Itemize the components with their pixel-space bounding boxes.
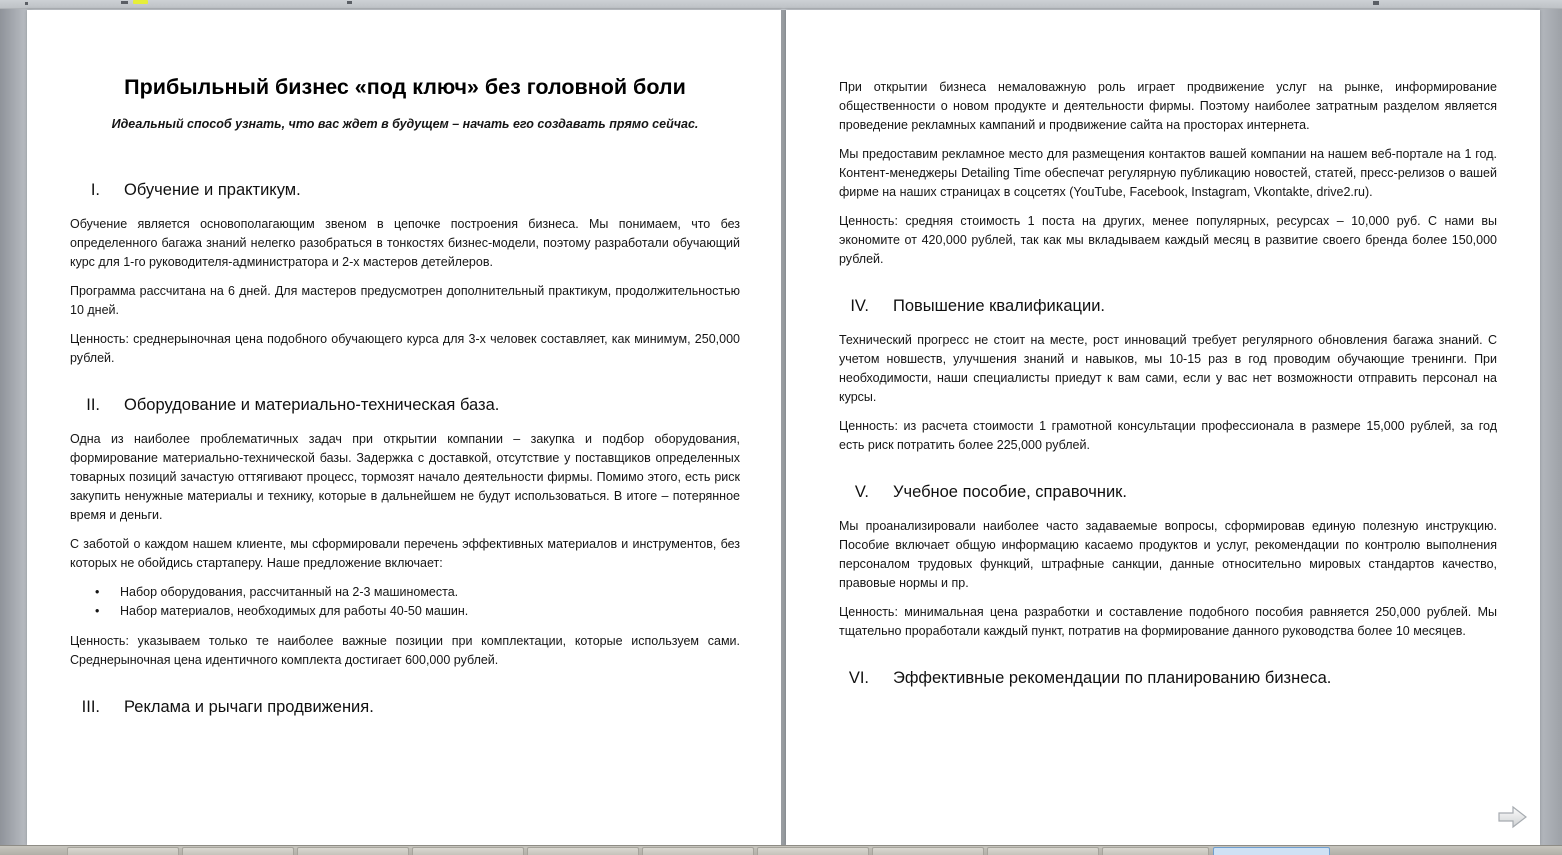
paragraph: Ценность: из расчета стоимости 1 грамотной консультации профессионала в размере 15,000 рублей, за год есть риск потратить более 225,000 рублей. [839,419,1497,452]
section-number: II. [86,396,100,414]
section-number: IV. [850,297,869,315]
next-page-arrow-button[interactable] [1498,805,1528,829]
paragraph: Технический прогресс не стоит на месте, рост инноваций требует регулярного обновления багажа знаний. С учетом новшеств, улучшения знаний и навыков, мы 10-15 раз в год проводим обучающие тренинги. При необходимости, наши специалисты приедут к вам сами, если у вас нет возможности отправить персонал на курсы. [839,333,1497,404]
taskbar-window-button[interactable] [757,847,869,855]
section-heading-v [839,481,1497,503]
paragraph: Ценность: средняя стоимость 1 поста на других, менее популярных, ресурсах – 10,000 руб. С нами вы экономите от 420,000 рублей, так как мы вкладываем каждый месяц в развитие своего бренда более 150,000 рублей. [839,214,1497,266]
toolbar-mark [347,1,352,4]
section-title: Обучение и практикум. [124,181,301,199]
section-heading-vi [839,667,1497,689]
paragraph: Мы предоставим рекламное место для размещения контактов вашей компании на нашем веб-портале на 1 год. Контент-менеджеры Detailing Time обеспечат регулярную публикацию новостей, статей, пресс-релизов о вашей фирме на наших страницах в соцсетях (YouTube, Facebook, Instagram, Vkontakte, drive2.ru). [839,147,1497,199]
section-title: Учебное пособие, справочник. [893,483,1127,501]
bullet-icon: • [95,585,100,599]
section-number: I. [90,181,100,199]
section-heading-iii [70,696,740,718]
bullet-list [70,583,740,621]
ribbon-bottom-edge [0,0,1562,9]
paragraph: Одна из наиболее проблематичных задач при открытии компании – закупка и подбор оборудования, формирование материально-технической базы. Задержка с доставкой, отсутствие у поставщиков определенных товарных позиций зачастую оттягивают процесс, тормозят начало деятельности фирмы. Помимо этого, есть риск закупить ненужные материалы и технику, которые в дальнейшем не будут использоваться. В итоге – потерянное время и деньги. [70,432,740,522]
section-number: III. [81,698,100,716]
highlight-color-swatch[interactable] [133,0,148,4]
bullet-item [70,583,740,602]
section-title: Эффективные рекомендации по планированию бизнеса. [893,669,1332,687]
bullet-item [70,602,740,621]
taskbar-window-button[interactable] [872,847,984,855]
section-heading-i [70,179,740,201]
toolbar-mark [1373,1,1379,5]
toolbar-mark [25,2,28,5]
section-title: Реклама и рычаги продвижения. [124,698,374,716]
paragraph: Обучение является основополагающим звеном в цепочке построения бизнеса. Мы понимаем, что без определенного багажа знаний нелегко разобраться в тонкостях бизнес-модели, поэтому разработали обучающий курс для 1-го руководителя-администратора и 2-х мастеров детейлеров. [70,217,740,269]
taskbar [0,845,1562,855]
paragraph: Программа рассчитана на 6 дней. Для мастеров предусмотрен дополнительный практикум, продолжительностью 10 дней. [70,284,740,317]
toolbar-mark [121,1,128,4]
document-page-left [27,10,781,845]
section-heading-iv [839,295,1497,317]
paragraph: При открытии бизнеса немаловажную роль играет продвижение услуг на рынке, информирование общественности о новом продукте и деятельности фирмы. Поэтому наиболее затратным разделом является проведение рекламных кампаний и продвижение сайта на просторах интернета. [839,80,1497,132]
taskbar-window-button[interactable] [412,847,524,855]
paragraph: Ценность: указываем только те наиболее важные позиции при комплектации, которые используем сами. Среднерыночная цена идентичного комплекта достигает 600,000 рублей. [70,634,740,667]
document-subtitle: Идеальный способ узнать, что вас ждет в будущем – начать его создавать прямо сейчас. [111,117,699,131]
bullet-text: Набор материалов, необходимых для работы 40-50 машин. [120,604,469,618]
next-page-arrow-icon [1498,805,1528,829]
section-number: V. [854,483,869,501]
taskbar-window-button[interactable] [987,847,1099,855]
taskbar-window-button[interactable] [297,847,409,855]
paragraph: Ценность: минимальная цена разработки и составление подобного пособия равняется 250,000 рублей. Мы тщательно проработали каждый пункт, потратив на формирование данного руководства более 10 месяцев. [839,605,1497,638]
taskbar-window-button[interactable] [67,847,179,855]
bullet-icon: • [95,604,100,618]
taskbar-window-button[interactable] [182,847,294,855]
bullet-text: Набор оборудования, рассчитанный на 2-3 машиноместа. [120,585,459,599]
paragraph: Ценность: среднерыночная цена подобного обучающего курса для 3-х человек составляет, как минимум, 250,000 рублей. [70,332,740,365]
section-title: Оборудование и материально-техническая база. [124,396,500,414]
taskbar-window-button[interactable] [1102,847,1209,855]
section-heading-ii [70,394,740,416]
document-title: Прибыльный бизнес «под ключ» без головной боли [124,75,686,99]
document-page-right [786,10,1540,845]
section-number: VI. [848,669,869,687]
taskbar-window-button[interactable] [527,847,639,855]
paragraph: Мы проанализировали наиболее часто задаваемые вопросы, сформировав единую полезную инструкцию. Пособие включает общую информацию касаемо продуктов и услуг, рекомендации по контролю выполнения персоналом трудовых функций, штрафные санкции, данные относительно мировых стандартов качество, правовые нормы и пр. [839,519,1497,590]
section-title: Повышение квалификации. [893,297,1106,315]
taskbar-active-window-button[interactable] [1213,847,1330,855]
taskbar-window-button[interactable] [642,847,754,855]
paragraph: С заботой о каждом нашем клиенте, мы сформировали перечень эффективных материалов и инструментов, без которых не обойдись стартаперу. Наше предложение включает: [70,537,740,570]
